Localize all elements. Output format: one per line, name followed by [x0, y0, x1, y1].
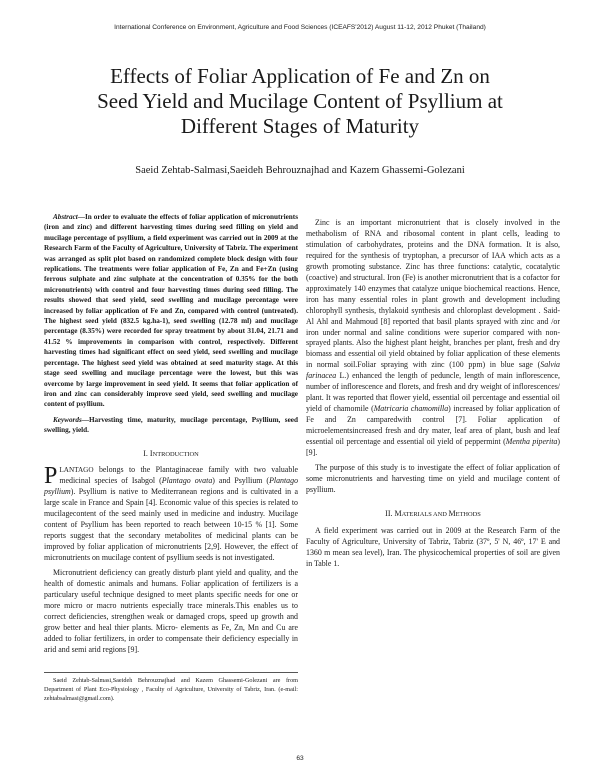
page-number: 63	[296, 755, 304, 762]
italic-term: Salvia farinacea	[306, 360, 560, 381]
text-run: ) [9].	[306, 437, 561, 458]
italic-term: Matricaria chamomilla	[373, 404, 449, 414]
right-column	[306, 218, 560, 570]
keywords-label: Keywords	[53, 415, 82, 424]
text-run: ). Psyllium is native to Mediterranean regions and is cultivated in a large scale in France and Spain [4]. Economic value of this species is related to mucilagecontent of the seed mainly used in medicine and industry. Mucilage content of Psyllium has been reported to reach between 10-15 % [1]. Some reports suggest that the secondary metabolites of medicinal plants can be improved by foliar application of micronutrients [2,9]. However, the effect of micronutrients on mucilage content of psyllium seeds is not investigated.	[44, 487, 298, 563]
text-run: Zinc is an important micronutrient that is closely involved in the methabolism of RNA and ribosomal content in plant cells, leading to stimulation of carbohydrates, proteins and the DNA formation. It is also, required for the synthesis of tryptophan, a precursor of IAA which acts as a growth promoting substance. Zinc has three functions: catalytic, cocatalytic (coactive) and structural. Iron (Fe) is another micronutrient that is a cofactor for approximately 140 enzymes that catalyze unique biochemical reactions. Hence, iron has many essential roles in plant growth and development including chlorophyll synthesis, thylakoid synthesis and chloroplast development . Said-Al Ahl and Mahmoud [8] reported that basil plants sprayed with zinc and /or iron under normal and saline conditions were superior compared with non-sprayed plants. Also the highest plant height, branches per plant, fresh and dry biomass and essential oil yield obtained by foliar application of these elements in normal soil.Foliar spraying with zinc (100 ppm) in blue sage (	[306, 218, 560, 370]
title-line: Effects of Foliar Application of Fe and Zn on	[110, 64, 490, 88]
author-list: Saeid Zehtab-Salmasi,Saeideh Behrouznajhad and Kazem Ghassemi-Golezani	[135, 165, 465, 176]
intro-paragraph-2: Micronutrient deficiency can greatly disturb plant yield and quality, and the health of domestic animals and humans. Foliar application of fertilizers is a particulary useful technique designed to meet plants specific needs for one or more micro or macro nutrients especially trace minerals.This enables us to correct deficiencies, strengthen weak or damaged crops, speed up growth and grow better and heal thier plants. Micro- elements as Fe, Zn, Mn and Cu are added to foliar fertilizers, in order to compensate their deficiency especially in arid and semi arid regions [9].	[44, 568, 298, 654]
section-heading-methods	[306, 509, 560, 521]
text-run: belongs to the Plantaginaceae family with two valuable medicinal species of Isabgol (	[59, 465, 298, 486]
heading-number: I.	[143, 448, 148, 458]
author-footnote: Saeid Zehtab-Salmasi,Saeideh Behrouznajhad and Kazem Ghassemi-Golezani are from Department of Plant Eco-Physiology , Faculty of Agriculture, University of Tabriz, Iran. (e-mail: zehtabsalmasi@gmail.com).	[44, 672, 298, 703]
keywords	[44, 415, 298, 436]
keywords-text: —Harvesting time, maturity, mucilage percentage, Psyllium, seed swelling, yield.	[44, 415, 298, 435]
heading-small-caps: ATERIALS AND	[401, 510, 449, 518]
plantago-small-caps: LANTAGO	[59, 466, 94, 475]
intro-paragraph-3	[306, 218, 560, 459]
heading-initial: M	[448, 508, 456, 518]
heading-initial: I	[149, 448, 153, 458]
paper-title	[40, 64, 560, 139]
abstract-label: Abstract	[53, 213, 78, 221]
drop-cap: P	[44, 463, 58, 490]
title-line: Different Stages of Maturity	[180, 114, 420, 138]
title-line: Seed Yield and Mucilage Content of Psyllium at	[97, 89, 503, 113]
italic-term: Plantago psyllium	[44, 476, 299, 497]
intro-paragraph-1	[44, 465, 298, 564]
abstract	[44, 212, 298, 410]
text-run: ) increased by foliar application of Fe and Zn camparedwith control [7]. Foliar application of microelementsincreased fresh and dry mater, leaf area of plant, bush and leaf essential oil percentage and essential oil yield of peppermint (	[306, 404, 561, 447]
italic-term: Mentha piperita	[505, 437, 558, 447]
text-run: ) and Psyllium (	[212, 476, 270, 486]
heading-initial: M	[394, 508, 402, 518]
section-heading-introduction	[44, 449, 298, 461]
heading-small-caps: NTRODUCTION	[152, 450, 199, 458]
methods-paragraph-1: A field experiment was carried out in 2009 at the Research Farm of the Faculty of Agriculture, University of Tabriz, Tabriz (37º, 5' N, 46º, 17' E and 1360 m mean sea level), Iran. The physicochemical properties of soil are given in Table 1.	[306, 525, 560, 568]
text-run: L.) enhanced the length of peduncle, length of main inflorescence, number of inflorescence and florets, and fresh and dry weight of inflorescences/ plant. It was reported that flower yield, essential oil percentage and essential oil yield of chamomile (	[306, 371, 560, 414]
intro-paragraph-4: The purpose of this study is to investigate the effect of foliar application of some micronutrients and harvesting time on yield and mucilage content of psyllium.	[306, 462, 560, 494]
heading-number: II.	[385, 508, 393, 518]
conference-header: International Conference on Environment, Agriculture and Food Sciences (ICEAFS'2012) August 11-12, 2012 Phuket (Thailand)	[114, 24, 486, 31]
abstract-text: —In order to evaluate the effects of foliar application of micronutrients (iron and zinc) and different harvesting times during seed filling on yield and mucilage percentage of psyllium, a field experiment was carried out in 2009 at the Research Farm of the Faculty of Agriculture, University of Tabriz. The experiment was arranged as split plot based on randomized complete block design with four replications. The treatments were foliar application of Fe, Zn and Fe+Zn (using ferrous sulphate and zinc sulphate at the concentration of 0.35% for the both micronutrients) with control and four harvesting times during seed filling. The results showed that seed yield, seed swelling and mucilage percentage were increased by foliar application of Fe and Zn, compared with control (untreated). The highest seed yield (832.5 kg.ha-1), seed swelling (12.78 ml) and mucilage percentage (8.35%) were recorded for spray treatment by about 31.04, 21.71 and 41.52 % improvements in comparison with control, respectively. Different harvesting times had significant effect on seed yield, seed swelling and mucilage percentage. The highest seed yield was obtained at seed maturity stage. At this stage seed swelling and mucilage percentage were the lowest, but this was overcome by large improvement in seed yield. It seems that foliar application of iron and zinc can considerably improve seed yield, seed swelling and mucilage content of psyllium.	[44, 213, 298, 409]
heading-small-caps: ETHODS	[455, 510, 481, 518]
italic-term: Plantago ovata	[161, 476, 213, 486]
left-column	[44, 212, 298, 656]
